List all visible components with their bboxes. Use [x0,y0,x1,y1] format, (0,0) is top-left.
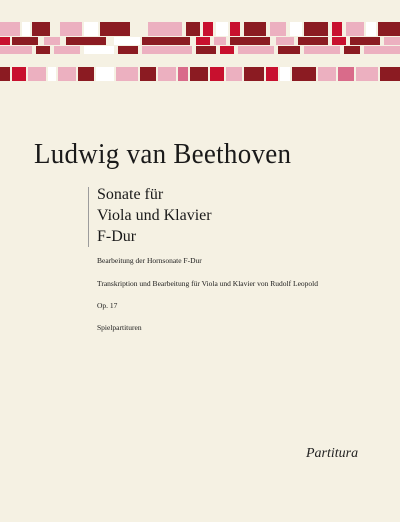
color-block [190,67,208,81]
color-block [332,22,342,36]
color-block [332,37,346,45]
work-title-line-2: Viola und Klavier [97,207,212,224]
color-block [178,67,188,81]
work-title-key: F-Dur [97,228,137,245]
color-block [230,37,270,45]
color-block [350,37,380,45]
color-block [384,37,400,45]
decorative-color-band-top [0,22,400,36]
color-block [118,46,138,54]
color-block [244,22,266,36]
color-block [318,67,336,81]
work-title-line-1: Sonate für [97,186,164,203]
color-block [148,22,182,36]
color-block [186,22,200,36]
color-block [58,67,76,81]
color-block [366,22,376,36]
publisher-logo: Partitura [306,446,359,461]
arrangement-note: Bearbeitung der Hornsonate F-Dur [97,256,202,265]
color-block [356,67,378,81]
color-block [22,22,30,36]
color-block [378,22,400,36]
color-block [12,67,26,81]
color-block [298,37,328,45]
color-block [220,46,234,54]
color-block [48,67,56,81]
color-block [238,46,274,54]
decorative-color-band-thin-2 [0,46,400,54]
color-block [142,46,192,54]
color-block [230,22,240,36]
color-block [214,37,226,45]
color-block [12,37,38,45]
color-block [142,37,190,45]
color-block [226,67,242,81]
color-block [244,67,264,81]
color-block [0,37,10,45]
color-block [266,67,278,81]
color-block [0,67,10,81]
color-block [54,46,80,54]
color-block [304,46,340,54]
color-block [276,37,294,45]
decorative-color-band-thin-1 [0,37,400,45]
color-block [270,22,286,36]
color-block [203,22,213,36]
color-block [344,46,360,54]
title-divider [88,187,89,247]
color-block [100,22,130,36]
color-block [380,67,400,81]
color-block [28,67,46,81]
color-block [116,67,138,81]
color-block [364,46,400,54]
opus-number: Op. 17 [97,301,118,310]
color-block [36,46,50,54]
color-block [96,67,114,81]
color-block [338,67,354,81]
color-block [292,67,316,81]
color-block [60,22,82,36]
color-block [32,22,50,36]
color-block [84,22,98,36]
color-block [140,67,156,81]
decorative-color-band-bottom [0,67,400,81]
color-block [0,22,20,36]
color-block [290,22,302,36]
edition-type: Spielpartituren [97,323,142,332]
color-block [280,67,290,81]
color-block [114,37,140,45]
color-block [0,46,32,54]
transcription-credit: Transkription und Bearbeitung für Viola und Klavier von Rudolf Leopold [97,279,318,288]
color-block [196,37,210,45]
color-block [210,67,224,81]
color-block [346,22,364,36]
color-block [84,46,114,54]
color-block [278,46,300,54]
color-block [66,37,106,45]
color-block [158,67,176,81]
color-block [44,37,60,45]
color-block [304,22,328,36]
composer-name: Ludwig van Beethoven [34,138,292,170]
color-block [78,67,94,81]
color-block [196,46,216,54]
color-block [216,22,228,36]
